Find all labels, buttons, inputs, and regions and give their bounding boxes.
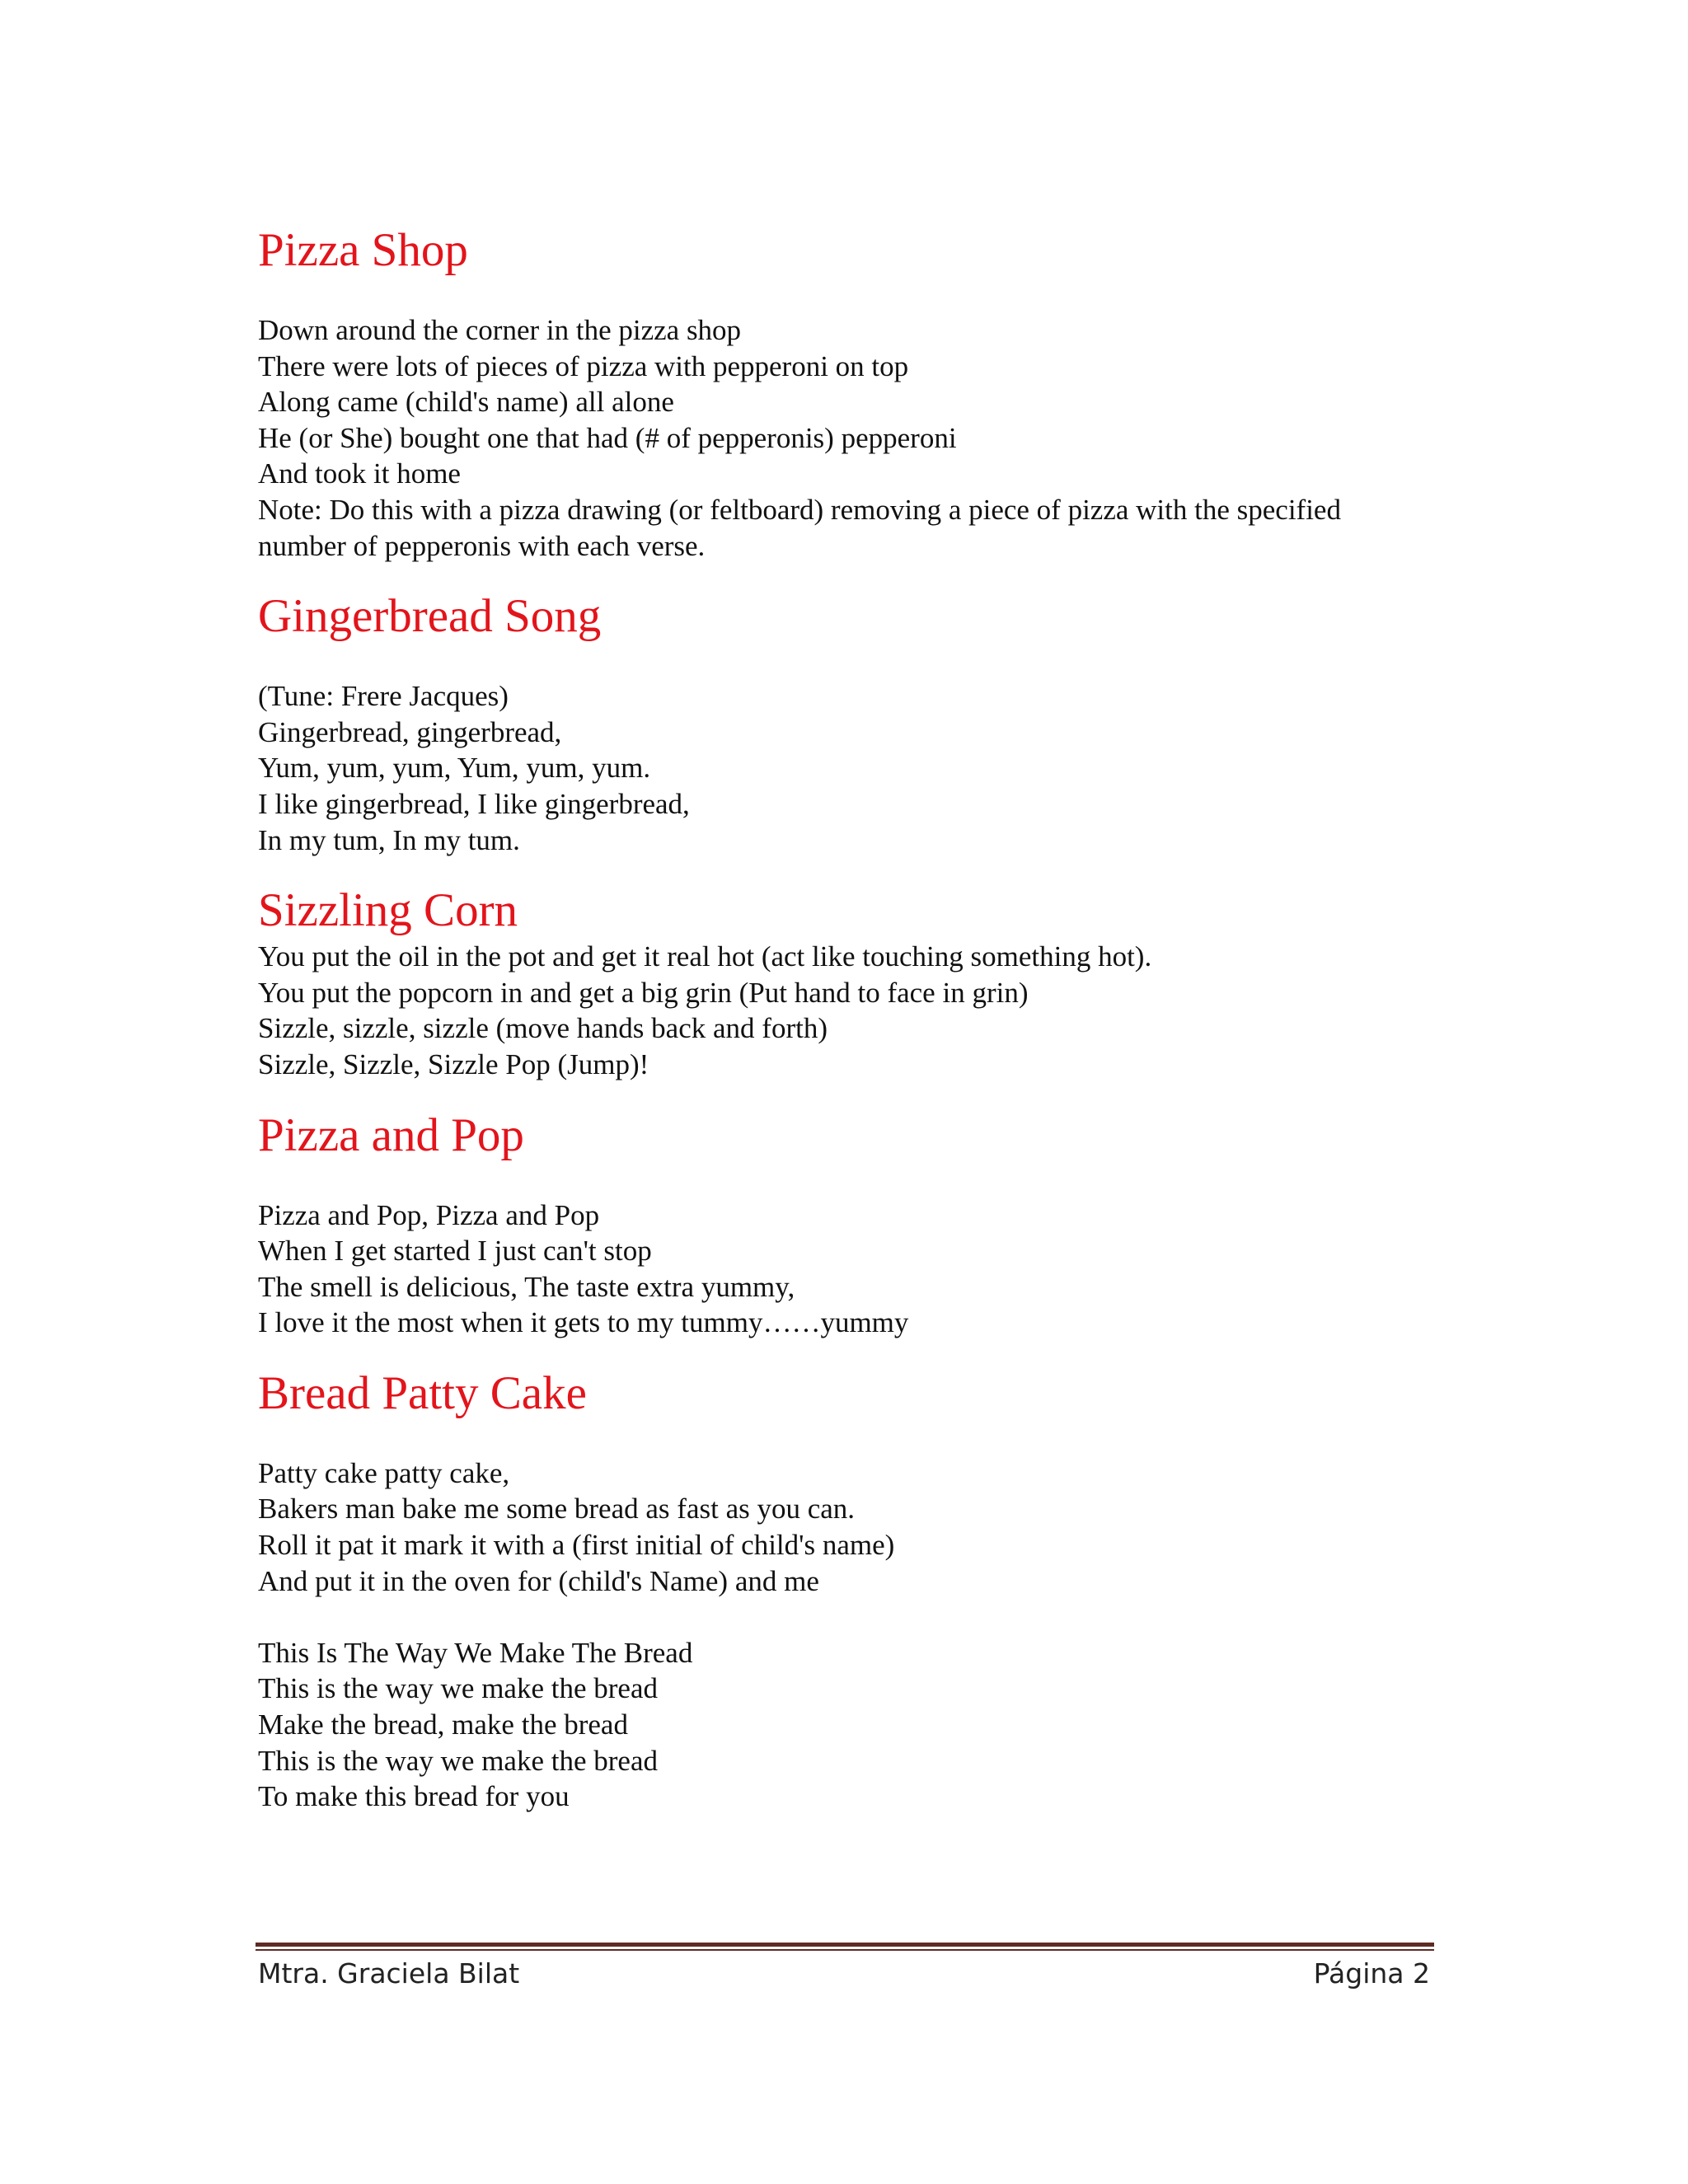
section-pizza-and-pop [258, 1101, 1432, 1341]
section-heading: Gingerbread Song [258, 590, 602, 643]
text-line: You put the popcorn in and get a big grin (Put hand to face in grin) [258, 976, 1029, 1009]
section-bread-patty-cake [258, 1359, 1432, 1815]
text-line: This is the way we make the bread [258, 1672, 658, 1705]
text-line: Gingerbread, gingerbread, [258, 715, 562, 748]
text-line: number of pepperonis with each verse. [258, 529, 706, 562]
text-line: You put the oil in the pot and get it real hot (act like touching something hot). [258, 940, 1152, 973]
section-body [258, 312, 1432, 564]
section-body [258, 678, 1432, 858]
text-line: I love it the most when it gets to my tummy……yummy [258, 1306, 909, 1339]
text-line: Patty cake patty cake, [258, 1456, 510, 1489]
text-line: Roll it pat it mark it with a (first initial of child's name) [258, 1529, 895, 1562]
section-gingerbread-song [258, 582, 1432, 858]
text-line: In my tum, In my tum. [258, 823, 520, 856]
page-footer [258, 1955, 1430, 1993]
text-line: Along came (child's name) all alone [258, 386, 674, 419]
section-pizza-shop [258, 216, 1432, 564]
footer-divider-thin [256, 1949, 1434, 1951]
section-sizzling-corn [258, 876, 1432, 1082]
section-body [258, 939, 1432, 1082]
section-body [258, 1197, 1432, 1341]
blank-line [258, 1599, 1432, 1635]
section-body [258, 1455, 1432, 1815]
text-line: Bakers man bake me some bread as fast as you can. [258, 1493, 856, 1526]
text-line: (Tune: Frere Jacques) [258, 680, 509, 713]
text-line: Sizzle, sizzle, sizzle (move hands back and forth) [258, 1012, 828, 1045]
text-line: To make this bread for you [258, 1780, 570, 1813]
footer-author: Mtra. Graciela Bilat [258, 1957, 520, 1990]
text-line: I like gingerbread, I like gingerbread, [258, 787, 690, 820]
text-line: Down around the corner in the pizza shop [258, 314, 742, 346]
text-line: This Is The Way We Make The Bread [258, 1636, 693, 1669]
footer-page-number: Página 2 [1313, 1957, 1430, 1990]
text-line: Note: Do this with a pizza drawing (or feltboard) removing a piece of pizza with the specified [258, 493, 1341, 526]
text-line: The smell is delicious, The taste extra yummy, [258, 1270, 795, 1303]
text-line: There were lots of pieces of pizza with pepperoni on top [258, 349, 909, 382]
section-heading: Sizzling Corn [258, 884, 518, 937]
text-line: And took it home [258, 457, 461, 490]
text-line: And put it in the oven for (child's Name) and me [258, 1564, 819, 1597]
footer-divider [256, 1943, 1434, 1947]
text-line: He (or She) bought one that had (# of pepperonis) pepperoni [258, 421, 957, 454]
text-line: Make the bread, make the bread [258, 1708, 628, 1741]
text-line: Sizzle, Sizzle, Sizzle Pop (Jump)! [258, 1047, 649, 1080]
page-content [258, 216, 1432, 1815]
text-line: Pizza and Pop, Pizza and Pop [258, 1198, 600, 1231]
text-line: When I get started I just can't stop [258, 1235, 652, 1268]
text-line: This is the way we make the bread [258, 1744, 658, 1777]
section-heading: Bread Patty Cake [258, 1366, 587, 1419]
text-line: Yum, yum, yum, Yum, yum, yum. [258, 752, 651, 785]
section-heading: Pizza Shop [258, 224, 468, 276]
section-heading: Pizza and Pop [258, 1108, 524, 1161]
